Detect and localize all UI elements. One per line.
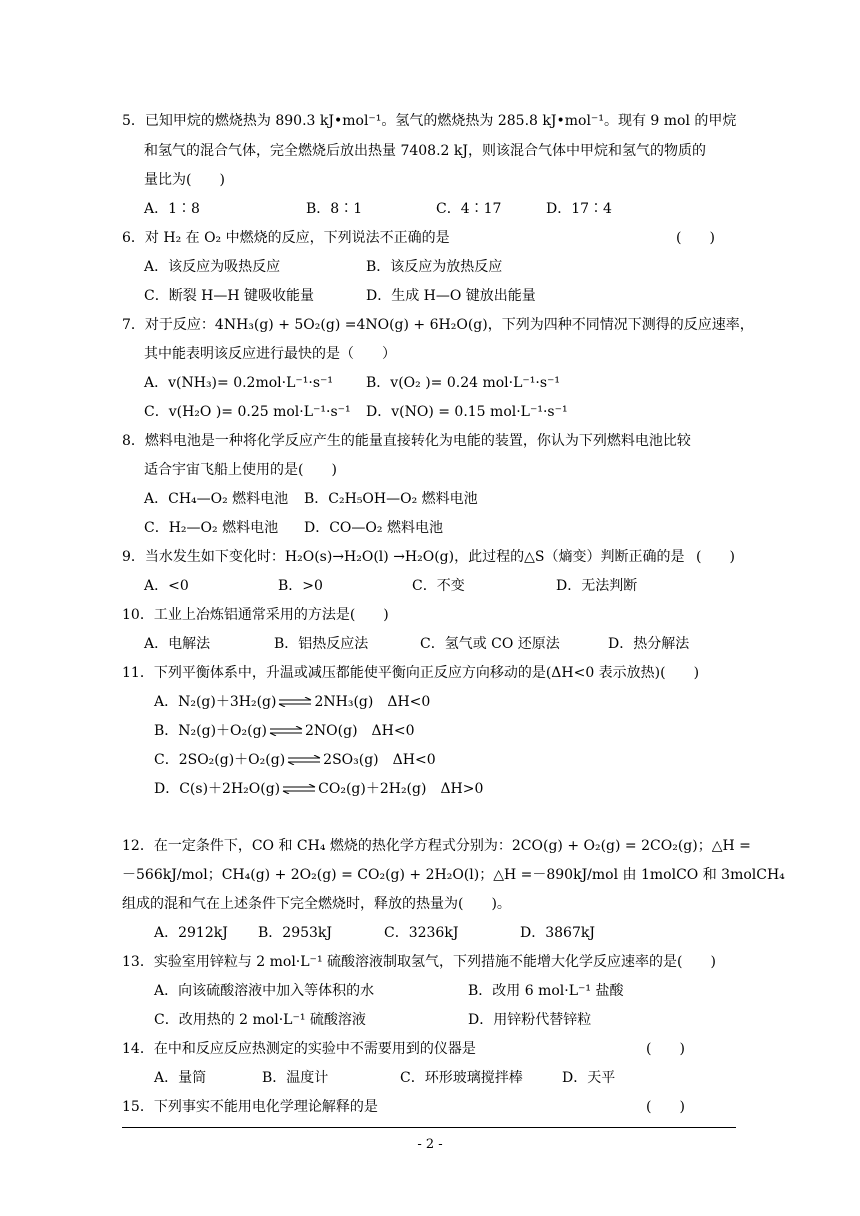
option-b[interactable]: B．铝热反应法 [274, 636, 369, 652]
option-d[interactable]: D．17∶4 [546, 201, 612, 217]
option-b[interactable]: B．>0 [278, 578, 323, 594]
question-5-line-1: 5．已知甲烷的燃烧热为 890.3 kJ•mol⁻¹。氢气的燃烧热为 285.8 kJ•mol⁻¹。现有 9 mol 的甲烷 [122, 113, 737, 129]
answer-blank: ( ) [696, 549, 735, 565]
option-b[interactable]: B．改用 6 mol·L⁻¹ 盐酸 [468, 983, 624, 999]
option-a-lhs: A．N₂(g)＋3H₂(g) [154, 694, 277, 710]
option-d-lhs: D．C(s)＋2H₂O(g) [154, 781, 281, 797]
answer-blank: ( ) [676, 230, 715, 246]
option-c[interactable]: C．氢气或 CO 还原法 [420, 636, 560, 652]
question-8-line-1: 8．燃料电池是一种将化学反应产生的能量直接转化为电能的装置，你认为下列燃料电池比较 [122, 433, 691, 449]
option-d[interactable]: D．生成 H—O 键放出能量 [366, 288, 536, 304]
footer-divider [122, 1127, 736, 1128]
page-number: - 2 - [417, 1137, 443, 1152]
option-a[interactable]: A．该反应为吸热反应 [144, 259, 281, 275]
option-c[interactable]: C．改用热的 2 mol·L⁻¹ 硫酸溶液 [154, 1012, 366, 1028]
option-a[interactable]: A．1∶8 [144, 201, 200, 217]
option-c[interactable]: C．H₂—O₂ 燃料电池 [144, 520, 279, 536]
question-13-stem: 13．实验室用锌粒与 2 mol·L⁻¹ 硫酸溶液制取氢气，下列措施不能增大化学反应速率的是( ) [122, 954, 716, 970]
option-a[interactable]: A．CH₄—O₂ 燃料电池 [144, 491, 289, 507]
answer-blank: ( ) [646, 1041, 685, 1057]
option-a[interactable]: A．v(NH₃)= 0.2mol·L⁻¹·s⁻¹ [144, 375, 334, 391]
question-5-line-3: 量比为( ) [144, 172, 225, 188]
option-d[interactable]: D．v(NO) = 0.15 mol·L⁻¹·s⁻¹ [366, 404, 568, 420]
question-7-line-2: 其中能表明该反应进行最快的是（ ） [144, 346, 396, 362]
question-9-stem: 9．当水发生如下变化时：H₂O(s)→H₂O(l) →H₂O(g)，此过程的△S（熵变）判断正确的是 [122, 549, 685, 565]
option-c[interactable]: C．4∶17 [436, 201, 502, 217]
option-a[interactable]: A．<0 [144, 578, 189, 594]
option-d[interactable]: D．天平 [562, 1070, 616, 1086]
option-c-rhs: 2SO₃(g) ΔH<0 [323, 752, 436, 768]
option-b-rhs: 2NO(g) ΔH<0 [305, 723, 415, 739]
equilibrium-arrow-icon [282, 784, 316, 794]
option-b[interactable]: B．该反应为放热反应 [366, 259, 503, 275]
option-d[interactable]: D．CO—O₂ 燃料电池 [304, 520, 443, 536]
option-d[interactable]: D．3867kJ [520, 925, 595, 941]
option-c-lhs: C．2SO₂(g)＋O₂(g) [154, 752, 286, 768]
option-b-lhs: B．N₂(g)＋O₂(g) [154, 723, 268, 739]
option-c[interactable]: C．不变 [412, 578, 465, 594]
option-c[interactable] [154, 750, 436, 770]
option-a[interactable] [154, 692, 430, 712]
option-a[interactable]: A．向该硫酸溶液中加入等体积的水 [154, 983, 375, 999]
option-a[interactable]: A．量筒 [154, 1070, 207, 1086]
answer-blank: ( ) [646, 1099, 685, 1115]
equilibrium-arrow-icon [269, 726, 303, 736]
question-14-stem: 14．在中和反应反应热测定的实验中不需要用到的仪器是 [122, 1041, 476, 1057]
question-6-stem: 6．对 H₂ 在 O₂ 中燃烧的反应，下列说法不正确的是 [122, 230, 450, 246]
question-12-line-3: 组成的混和气在上述条件下完全燃烧时，释放的热量为( )。 [122, 896, 511, 912]
option-d[interactable]: D．用锌粉代替锌粒 [468, 1012, 592, 1028]
equilibrium-arrow-icon [287, 755, 321, 765]
question-7-line-1: 7．对于反应：4NH₃(g) + 5O₂(g) =4NO(g) + 6H₂O(g)，下列为四种不同情况下测得的反应速率， [122, 317, 754, 333]
option-b[interactable]: B．温度计 [262, 1070, 329, 1086]
question-5-line-2: 和氢气的混合气体，完全燃烧后放出热量 7408.2 kJ，则该混合气体中甲烷和氢气的物质的 [144, 143, 706, 159]
option-c[interactable]: C．环形玻璃搅拌棒 [400, 1070, 523, 1086]
option-b[interactable]: B．v(O₂ )= 0.24 mol·L⁻¹·s⁻¹ [366, 375, 561, 391]
option-b[interactable]: B．2953kJ [258, 925, 333, 941]
question-12-line-1: 12．在一定条件下，CO 和 CH₄ 燃烧的热化学方程式分别为：2CO(g) + O₂(g) = 2CO₂(g)；△H = [122, 838, 751, 854]
question-10-stem: 10．工业上冶炼铝通常采用的方法是( ) [122, 607, 389, 623]
option-d-rhs: CO₂(g)＋2H₂(g) ΔH>0 [318, 781, 484, 797]
option-c[interactable]: C．3236kJ [384, 925, 459, 941]
question-12-line-2: －566kJ/mol；CH₄(g) + 2O₂(g) = CO₂(g) + 2H₂O(l)；△H =－890kJ/mol 由 1molCO 和 3molCH₄ [122, 867, 785, 883]
option-b[interactable] [154, 721, 415, 741]
question-11-stem: 11．下列平衡体系中，升温或减压都能使平衡向正反应方向移动的是(ΔH<0 表示放热)( ) [122, 665, 700, 681]
option-c[interactable]: C．v(H₂O )= 0.25 mol·L⁻¹·s⁻¹ [144, 404, 351, 420]
option-d[interactable]: D．热分解法 [608, 636, 690, 652]
option-a[interactable]: A．电解法 [144, 636, 211, 652]
option-d[interactable] [154, 779, 483, 799]
option-d[interactable]: D．无法判断 [556, 578, 638, 594]
option-c[interactable]: C．断裂 H—H 键吸收能量 [144, 288, 315, 304]
question-15-stem: 15．下列事实不能用电化学理论解释的是 [122, 1099, 378, 1115]
option-a-rhs: 2NH₃(g) ΔH<0 [314, 694, 431, 710]
equilibrium-arrow-icon [278, 697, 312, 707]
option-b[interactable]: B．C₂H₅OH—O₂ 燃料电池 [304, 491, 478, 507]
question-8-line-2: 适合宇宙飞船上使用的是( ) [144, 462, 337, 478]
option-b[interactable]: B．8∶1 [306, 201, 363, 217]
option-a[interactable]: A．2912kJ [154, 925, 228, 941]
